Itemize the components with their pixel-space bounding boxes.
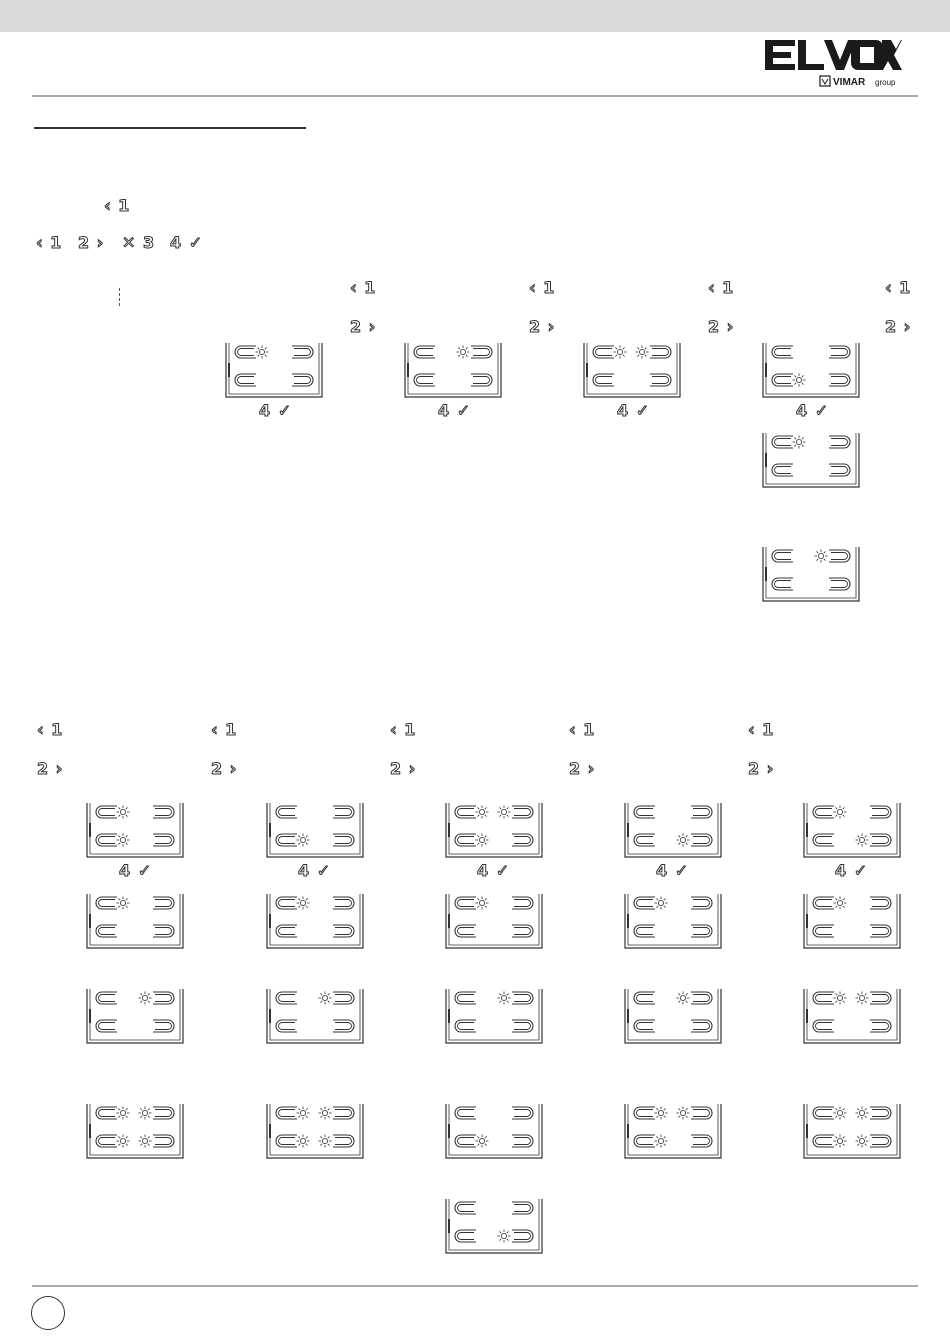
key-ok-label: 4 ✓ [617,401,651,420]
call-button-left [276,925,297,937]
call-button-left [593,374,614,386]
text-cursor [119,288,120,306]
call-button-right [153,834,174,846]
keypad-panel [761,433,861,493]
keypad-panel [265,894,365,954]
key-next-label: 2 › [885,317,912,336]
led-lit-icon [856,1135,869,1148]
call-button-left [772,550,793,562]
call-button-left [772,346,793,358]
call-button-left [455,925,476,937]
call-button-right [870,925,891,937]
call-button-left [96,1020,117,1032]
call-button-left [276,1135,297,1147]
call-button-left [414,346,435,358]
call-button-left [455,1230,476,1242]
call-button-left [634,806,655,818]
call-button-left [96,897,117,909]
call-button-right [512,992,533,1004]
call-button-right [512,897,533,909]
key-ok-label: 4 ✓ [438,401,472,420]
call-button-right [512,806,533,818]
key-next-label: 2 › [748,759,775,778]
call-button-right [691,1020,712,1032]
key-ok-label: 4 ✓ [119,861,153,880]
led-lit-icon [834,806,847,819]
call-button-right [829,374,850,386]
top-bar [0,0,950,32]
call-button-left [455,806,476,818]
call-button-left [455,1020,476,1032]
led-lit-icon [856,834,869,847]
call-button-left [455,897,476,909]
led-lit-icon [498,992,511,1005]
key-next-label: 2 › [37,759,64,778]
call-button-left [634,834,655,846]
keypad-panel [582,343,682,403]
led-lit-icon [677,992,690,1005]
call-button-right [829,550,850,562]
led-lit-icon [117,1135,130,1148]
language-badge [31,1296,65,1330]
call-button-right [153,992,174,1004]
led-lit-icon [139,992,152,1005]
keypad-panel [85,1104,185,1164]
keypad-panel [623,1104,723,1164]
call-button-right [691,1107,712,1119]
call-button-right [829,346,850,358]
call-button-right [153,897,174,909]
led-lit-icon [139,1107,152,1120]
call-button-left [813,834,834,846]
call-button-right [691,925,712,937]
call-button-right [333,806,354,818]
keypad-panel [444,1199,544,1259]
key-back-label: ‹ 1 [350,278,377,297]
led-lit-icon [297,897,310,910]
led-lit-icon [655,1135,668,1148]
header-divider [32,95,918,97]
elvox-logo [762,38,902,90]
call-button-left [96,834,117,846]
led-lit-icon [139,1135,152,1148]
call-button-right [512,1135,533,1147]
call-button-left [813,1020,834,1032]
key-ok-label: 4 ✓ [259,401,293,420]
keypad-panel [403,343,503,403]
key-2-label: 2 › [78,233,105,252]
call-button-right [333,992,354,1004]
call-button-right [691,992,712,1004]
keypad-panel [444,1104,544,1164]
call-button-left [235,374,256,386]
key-back-label: ‹ 1 [211,720,238,739]
led-lit-icon [614,346,627,359]
key-1-label: ‹ 1 [104,196,131,215]
led-lit-icon [856,992,869,1005]
led-lit-icon [297,1107,310,1120]
call-button-right [691,1135,712,1147]
keypad-panel [802,803,902,863]
call-button-right [650,346,671,358]
call-button-left [813,925,834,937]
key-back-label: ‹ 1 [529,278,556,297]
call-button-left [772,578,793,590]
keypad-panel [802,894,902,954]
led-lit-icon [476,834,489,847]
call-button-right [512,1107,533,1119]
call-button-right [333,1135,354,1147]
key-ok-label: 4 ✓ [796,401,830,420]
led-lit-icon [834,992,847,1005]
call-button-right [471,374,492,386]
call-button-right [153,1135,174,1147]
keypad-panel [761,547,861,607]
call-button-right [829,464,850,476]
call-button-right [691,834,712,846]
key-back-label: ‹ 1 [708,278,735,297]
keypad-panel [265,989,365,1049]
key-back-label: ‹ 1 [885,278,912,297]
key-next-label: 2 › [350,317,377,336]
key-ok-label: 4 ✓ [656,861,690,880]
keypad-panel [224,343,324,403]
key-ok-label: 4 ✓ [835,861,869,880]
led-lit-icon [834,897,847,910]
vimar-text: VIMAR [833,77,866,88]
led-lit-icon [297,1135,310,1148]
led-lit-icon [319,1107,332,1120]
led-lit-icon [655,897,668,910]
call-button-right [471,346,492,358]
keypad-panel [623,894,723,954]
call-button-left [634,897,655,909]
call-button-left [276,992,297,1004]
call-button-left [455,1135,476,1147]
call-button-right [870,806,891,818]
key-3-label: ✕ 3 [122,233,156,252]
call-button-right [333,897,354,909]
call-button-right [650,374,671,386]
footer-divider [32,1285,918,1287]
call-button-left [634,925,655,937]
call-button-right [153,1020,174,1032]
call-button-right [333,1107,354,1119]
call-button-left [96,1107,117,1119]
call-button-left [455,1202,476,1214]
keypad-panel [85,894,185,954]
call-button-right [829,436,850,448]
keypad-panel [623,989,723,1049]
call-button-left [96,806,117,818]
key-back-label: ‹ 1 [37,720,64,739]
call-button-left [276,1107,297,1119]
key-1-label: ‹ 1 [36,233,63,252]
led-lit-icon [655,1107,668,1120]
call-button-right [512,1202,533,1214]
key-back-label: ‹ 1 [748,720,775,739]
key-back-label: ‹ 1 [569,720,596,739]
call-button-right [292,346,313,358]
key-next-label: 2 › [529,317,556,336]
call-button-left [276,897,297,909]
call-button-left [813,806,834,818]
keypad-panel [265,1104,365,1164]
led-lit-icon [476,806,489,819]
call-button-right [870,1107,891,1119]
key-next-label: 2 › [390,759,417,778]
call-button-left [276,806,297,818]
call-button-left [634,992,655,1004]
call-button-right [292,374,313,386]
keypad-panel [85,803,185,863]
keypad-panel [802,1104,902,1164]
section-title-underline [34,127,306,129]
key-next-label: 2 › [708,317,735,336]
call-button-left [772,436,793,448]
keypad-panel [85,989,185,1049]
call-button-left [96,925,117,937]
call-button-left [235,346,256,358]
call-button-left [634,1107,655,1119]
call-button-right [870,834,891,846]
call-button-left [455,1107,476,1119]
call-button-left [276,1020,297,1032]
call-button-right [691,897,712,909]
call-button-right [153,925,174,937]
led-lit-icon [793,374,806,387]
led-lit-icon [457,346,470,359]
key-ok-label: 4 ✓ [477,861,511,880]
led-lit-icon [117,806,130,819]
call-button-left [276,834,297,846]
call-button-left [455,992,476,1004]
keypad-panel [623,803,723,863]
led-lit-icon [498,1230,511,1243]
call-button-right [870,1135,891,1147]
call-button-right [512,925,533,937]
led-lit-icon [476,1135,489,1148]
call-button-left [414,374,435,386]
call-button-left [813,992,834,1004]
key-4-label: 4 ✓ [170,233,204,252]
keypad-panel [761,343,861,403]
led-lit-icon [636,346,649,359]
key-next-label: 2 › [569,759,596,778]
call-button-left [813,897,834,909]
call-button-right [870,1020,891,1032]
led-lit-icon [677,1107,690,1120]
call-button-left [772,464,793,476]
call-button-right [829,578,850,590]
led-lit-icon [815,550,828,563]
key-back-label: ‹ 1 [390,720,417,739]
led-lit-icon [319,992,332,1005]
call-button-left [455,834,476,846]
led-lit-icon [117,897,130,910]
call-button-left [772,374,793,386]
led-lit-icon [856,1107,869,1120]
led-lit-icon [256,346,269,359]
group-text: group [875,78,896,87]
led-lit-icon [117,1107,130,1120]
call-button-right [870,992,891,1004]
keypad-panel [444,989,544,1049]
call-button-right [512,1020,533,1032]
led-lit-icon [476,897,489,910]
call-button-right [691,806,712,818]
call-button-left [634,1020,655,1032]
call-button-right [333,834,354,846]
call-button-right [153,1107,174,1119]
led-lit-icon [834,1107,847,1120]
call-button-right [153,806,174,818]
key-ok-label: 4 ✓ [298,861,332,880]
call-button-right [333,1020,354,1032]
led-lit-icon [677,834,690,847]
call-button-left [813,1107,834,1119]
call-button-right [870,897,891,909]
call-button-left [634,1135,655,1147]
call-button-left [593,346,614,358]
led-lit-icon [297,834,310,847]
led-lit-icon [498,806,511,819]
call-button-right [512,1230,533,1242]
led-lit-icon [834,1135,847,1148]
call-button-right [512,834,533,846]
keypad-panel [802,989,902,1049]
call-button-left [813,1135,834,1147]
call-button-left [96,1135,117,1147]
led-lit-icon [117,834,130,847]
led-lit-icon [319,1135,332,1148]
led-lit-icon [793,436,806,449]
call-button-right [333,925,354,937]
call-button-left [96,992,117,1004]
keypad-panel [444,803,544,863]
key-next-label: 2 › [211,759,238,778]
keypad-panel [265,803,365,863]
keypad-panel [444,894,544,954]
